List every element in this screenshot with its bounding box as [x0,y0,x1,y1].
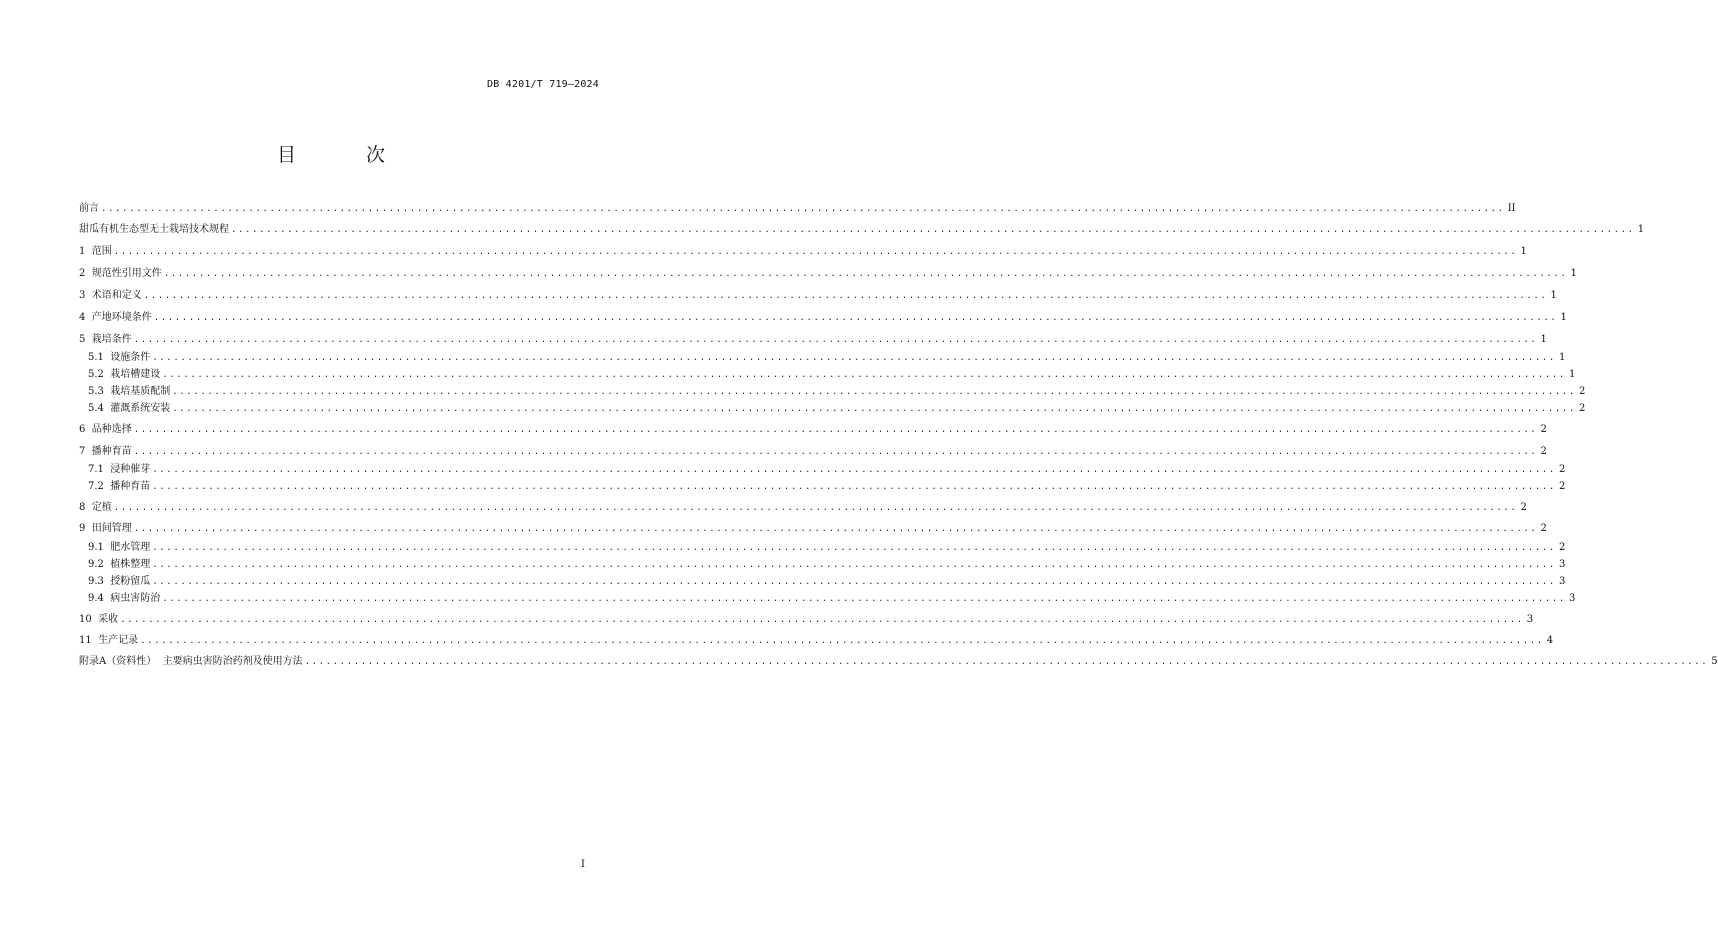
toc-entry[interactable] [0,500,1527,516]
toc-entry[interactable] [0,310,1567,326]
toc-entry-label: 5.4 灌溉系统安装 [88,403,171,414]
toc-entry[interactable] [0,222,1645,238]
toc-entry-label: 10 采收 [79,614,119,625]
toc-entry-page: 2 [1520,502,1527,513]
toc-leader-dots: ........................................................................................................................................................................................................ [140,636,1544,646]
toc-entry-label: 5 栽培条件 [79,334,132,345]
toc-entry-label: 附录A（资料性） 主要病虫害防治药剂及使用方法 [79,656,303,667]
toc-leader-dots: ........................................................................................................................................................................................................ [162,370,1566,380]
toc-leader-dots: ........................................................................................................................................................................................................ [113,503,1518,513]
toc-entry[interactable] [0,612,1534,628]
toc-leader-dots: ........................................................................................................................................................................................................ [304,657,1709,667]
toc-entry[interactable] [0,479,1566,495]
toc-entry-label: 11 生产记录 [79,635,139,646]
toc-entry[interactable] [0,201,1516,217]
toc-leader-dots: ........................................................................................................................................................................................................ [231,225,1635,235]
toc-entry-page: 1 [1637,224,1645,235]
toc-entry-label: 8 定植 [79,502,112,513]
toc-entry-label: 9 田间管理 [79,523,132,534]
toc-entry-page: 1 [1570,268,1577,279]
toc-leader-dots: ........................................................................................................................................................................................................ [143,291,1548,301]
toc-entry-label: 9.3 授粉留瓜 [88,576,151,587]
document-code: DB 4201/T 719—2024 [487,79,599,90]
toc-entry[interactable] [0,574,1566,590]
toc-entry[interactable] [0,350,1566,366]
toc-entry-page: 5 [1711,656,1718,667]
toc-leader-dots: ........................................................................................................................................................................................................ [152,560,1556,570]
toc-leader-dots: ........................................................................................................................................................................................................ [163,269,1568,279]
toc-entry-page: 2 [1558,481,1566,492]
toc-leader-dots: ........................................................................................................................................................................................................ [152,353,1556,363]
toc-leader-dots: ........................................................................................................................................................................................................ [133,425,1538,435]
toc-entry-label: 1 范围 [79,246,112,257]
toc-entry-label: 7.2 播种育苗 [88,481,151,492]
toc-leader-dots: ........................................................................................................................................................................................................ [152,577,1556,587]
toc-leader-dots: ........................................................................................................................................................................................................ [152,465,1556,475]
toc-entry-page: 1 [1540,334,1547,345]
toc-entry[interactable] [0,521,1547,537]
toc-entry[interactable] [0,244,1527,260]
toc-leader-dots: ........................................................................................................................................................................................................ [152,543,1556,553]
toc-entry-page: 2 [1558,542,1566,553]
toc-entry-label: 4 产地环境条件 [79,312,152,323]
page-title: 目 次 [276,144,418,166]
toc-entry-page: 3 [1568,593,1576,604]
toc-entry[interactable] [0,654,1718,670]
toc-leader-dots: ........................................................................................................................................................................................................ [172,387,1576,397]
toc-leader-dots: ........................................................................................................................................................................................................ [133,447,1538,457]
toc-entry-label: 9.1 肥水管理 [88,542,151,553]
toc-entry[interactable] [0,266,1577,282]
toc-entry-page: 2 [1578,386,1586,397]
toc-entry[interactable] [0,462,1566,478]
toc-entry-label: 9.4 病虫害防治 [88,593,161,604]
toc-entry-label: 甜瓜有机生态型无土栽培技术规程 [79,224,229,235]
toc-entry-page: 1 [1560,312,1567,323]
toc-entry-page: 2 [1558,464,1566,475]
toc-entry-page: 2 [1540,523,1547,534]
toc-entry[interactable] [0,540,1566,556]
toc-entry-page: 4 [1546,635,1554,646]
toc-entry-page: 3 [1558,559,1566,570]
toc-entry[interactable] [0,384,1586,400]
toc-entry-page: 1 [1550,290,1557,301]
toc-entry-label: 9.2 植株整理 [88,559,151,570]
toc-entry-label: 7.1 浸种催芽 [88,464,151,475]
toc-entry-label: 2 规范性引用文件 [79,268,162,279]
toc-entry-page: 2 [1578,403,1586,414]
toc-leader-dots: ........................................................................................................................................................................................................ [133,524,1538,534]
toc-entry-page: 3 [1558,576,1566,587]
toc-entry[interactable] [0,557,1566,573]
toc-leader-dots: ........................................................................................................................................................................................................ [120,615,1524,625]
toc-entry-label: 前言 [79,203,99,214]
toc-leader-dots: ........................................................................................................................................................................................................ [101,204,1505,214]
toc-entry[interactable] [0,633,1554,649]
toc-entry[interactable] [0,401,1586,417]
toc-entry-page: 2 [1540,446,1547,457]
toc-entry-page: 2 [1540,424,1547,435]
toc-leader-dots: ........................................................................................................................................................................................................ [153,313,1558,323]
toc-entry[interactable] [0,444,1547,460]
toc-entry[interactable] [0,332,1547,348]
toc-entry-label: 7 播种育苗 [79,446,132,457]
toc-entry-label: 3 术语和定义 [79,290,142,301]
toc-entry-page: 1 [1558,352,1566,363]
toc-entry-label: 5.2 栽培槽建设 [88,369,161,380]
toc-entry-label: 5.3 栽培基质配制 [88,386,171,397]
toc-entry-page: 1 [1520,246,1527,257]
toc-entry-page: II [1507,203,1516,214]
page-number: I [581,859,585,870]
toc-entry[interactable] [0,288,1557,304]
toc-entry[interactable] [0,367,1576,383]
toc-leader-dots: ........................................................................................................................................................................................................ [113,247,1518,257]
toc-entry-page: 1 [1568,369,1576,380]
toc-entry[interactable] [0,591,1576,607]
toc-entry-label: 6 品种选择 [79,424,132,435]
toc-leader-dots: ........................................................................................................................................................................................................ [172,404,1576,414]
toc-entry[interactable] [0,422,1547,438]
toc-entry-page: 3 [1526,614,1534,625]
toc-leader-dots: ........................................................................................................................................................................................................ [133,335,1538,345]
toc-entry-label: 5.1 设施条件 [88,352,151,363]
toc-leader-dots: ........................................................................................................................................................................................................ [152,482,1556,492]
toc-leader-dots: ........................................................................................................................................................................................................ [162,594,1566,604]
